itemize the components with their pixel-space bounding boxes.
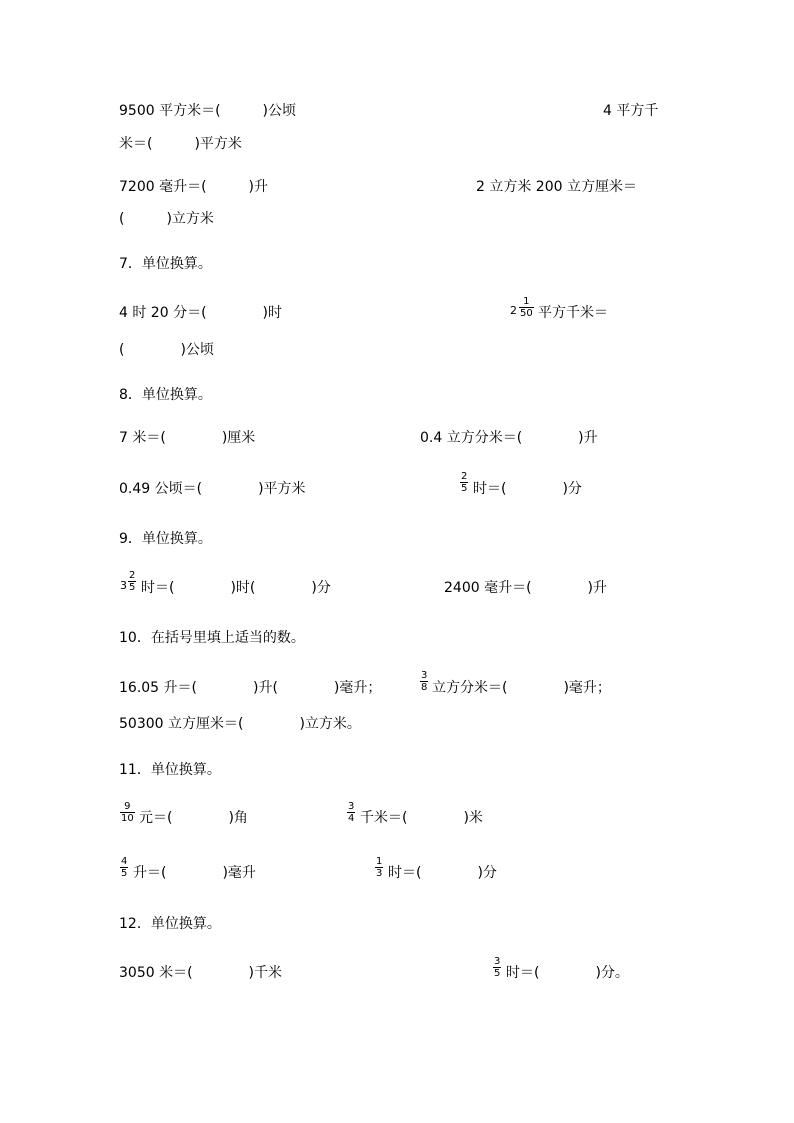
fraction-numerator: 4	[121, 856, 128, 867]
fraction-numerator: 3	[348, 801, 355, 812]
conversion-item: 7200 毫升＝( )升	[119, 179, 269, 195]
fraction	[420, 670, 428, 693]
fraction-numerator: 1	[523, 296, 530, 307]
question-heading: 7．单位换算。	[119, 256, 212, 272]
conversion-item: 2 立方米 200 立方厘米＝	[476, 179, 637, 195]
conversion-item: 9500 平方米＝( )公顷	[119, 103, 297, 119]
conversion-item: 3050 米＝( )千米	[119, 965, 283, 981]
fraction-denominator: 5	[494, 968, 501, 979]
question-heading: 10．在括号里填上适当的数。	[119, 630, 305, 646]
fraction	[460, 471, 468, 494]
conversion-item: 千米＝( )米	[360, 810, 483, 826]
conversion-item: ( )公顷	[119, 342, 214, 358]
fraction-denominator: 50	[520, 308, 533, 319]
fraction	[120, 856, 128, 879]
conversion-item: 时＝( )时( )分	[141, 580, 331, 596]
fraction-denominator: 3	[376, 868, 383, 879]
fraction-denominator: 4	[348, 813, 355, 824]
conversion-item: 50300 立方厘米＝( )立方米。	[119, 716, 361, 732]
fraction-denominator: 10	[121, 813, 134, 824]
fraction-numerator: 9	[124, 801, 131, 812]
conversion-item: 0.49 公顷＝( )平方米	[119, 481, 306, 497]
conversion-item: 米＝( )平方米	[119, 136, 242, 152]
conversion-item: 7 米＝( )厘米	[119, 430, 256, 446]
fraction-numerator: 2	[461, 471, 468, 482]
question-heading: 8．单位换算。	[119, 387, 212, 403]
fraction	[519, 296, 534, 319]
fraction-numerator: 3	[494, 956, 501, 967]
fraction-numerator: 2	[129, 570, 136, 581]
fraction	[120, 801, 135, 824]
question-heading: 9．单位换算。	[119, 531, 212, 547]
question-heading: 11．单位换算。	[119, 762, 221, 778]
fraction	[375, 856, 383, 879]
fraction-numerator: 1	[376, 856, 383, 867]
fraction-whole: 2	[510, 304, 517, 317]
conversion-item: 4 平方千	[603, 103, 659, 119]
conversion-item: 平方千米＝	[538, 305, 608, 321]
conversion-item: 16.05 升＝( )升( )毫升；	[119, 680, 382, 696]
fraction	[493, 956, 501, 979]
conversion-item: 元＝( )角	[139, 810, 248, 826]
fraction-denominator: 8	[421, 682, 428, 693]
conversion-item: 时＝( )分	[473, 481, 582, 497]
conversion-item: 4 时 20 分＝( )时	[119, 305, 282, 321]
fraction	[128, 570, 136, 593]
conversion-item: ( )立方米	[119, 211, 214, 227]
conversion-item: 立方分米＝( )毫升；	[432, 680, 611, 696]
conversion-item: 0.4 立方分米＝( )升	[420, 430, 598, 446]
conversion-item: 时＝( )分。	[506, 965, 629, 981]
fraction	[347, 801, 355, 824]
conversion-item: 升＝( )毫升	[133, 865, 256, 881]
fraction-numerator: 3	[421, 670, 428, 681]
fraction-denominator: 5	[129, 582, 136, 593]
fraction-denominator: 5	[121, 868, 128, 879]
conversion-item: 2400 毫升＝( )升	[444, 580, 608, 596]
fraction-denominator: 5	[461, 483, 468, 494]
fraction-whole: 3	[120, 579, 127, 592]
question-heading: 12．单位换算。	[119, 916, 221, 932]
conversion-item: 时＝( )分	[388, 865, 497, 881]
